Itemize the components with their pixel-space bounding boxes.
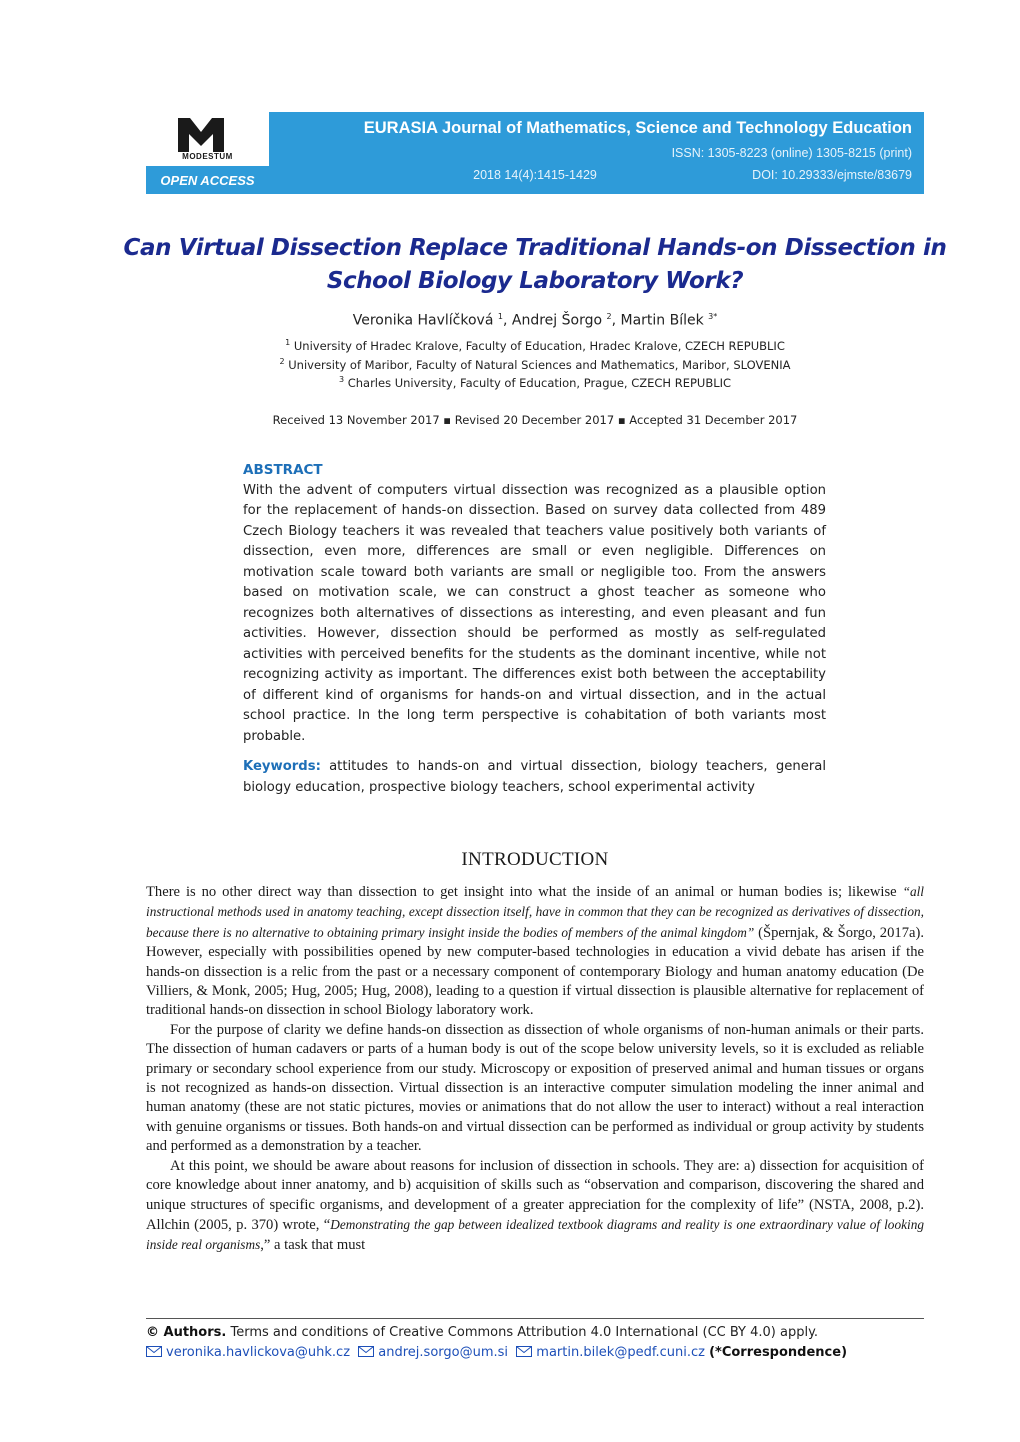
article-dates: Received 13 November 2017 ▪ Revised 20 December 2017 ▪ Accepted 31 December 2017 (272, 413, 798, 427)
affiliation-mark: 2 (279, 357, 285, 366)
quotation: Demonstrating the gap between idealized textbook diagrams and reality is one extraordinary value of looking inside real organisms (146, 1216, 924, 1253)
affiliation-text: University of Maribor, Faculty of Natural Sciences and Mathematics, Maribor, SLOVENIA (288, 357, 791, 372)
open-access-label: OPEN ACCESS (160, 173, 255, 188)
paragraph (146, 1157, 924, 1256)
affiliation (146, 357, 924, 372)
author-mark: 1 (497, 312, 503, 321)
introduction-body (146, 882, 924, 1256)
author-mark: 3* (708, 312, 718, 321)
journal-volume: 2018 14(4):1415-1429 (473, 168, 597, 182)
envelope-icon (358, 1346, 374, 1357)
abstract-text: With the advent of computers virtual dissection was recognized as a plausible option for the replacement of hands-on dissection. Based on survey data collected from 489 Czech Biology teachers it was revealed that teachers value positively both variants of dissection, even more, differences are small or even negligible. Differences on motivation scale toward both variants are small or negligible too. From the answers based on motivation scale, we can construct a ghost teacher as someone who recognizes both alternatives of dissections as interesting, and even pleasant and fun activities. However, dissection should be performed as mostly as self-regulated activities with perceived benefits for the students as the dominant incentive, while not recognizing activity as important. The differences exist both between the acceptability of different kind of organisms for hands-on and virtual dissection, and in the actual school practice. In the long term perspective is cohabitation of both variants most probable. (243, 482, 826, 744)
author-name: Martin Bílek (620, 312, 704, 329)
affiliation-text: Charles University, Faculty of Education, Prague, CZECH REPUBLIC (347, 375, 732, 390)
affiliation (146, 375, 924, 390)
correspondence-note: (*Correspondence) (709, 1345, 848, 1360)
email-link[interactable]: martin.bilek@pedf.cuni.cz (536, 1345, 705, 1360)
paragraph-text: There is no other direct way than dissection to get insight into what the inside of an animal or human bodies is; likewise (146, 884, 903, 900)
journal-issn: ISSN: 1305-8223 (online) 1305-8215 (print) (671, 146, 912, 160)
publisher-logo-text: MODESTUM (182, 152, 233, 161)
copyright-text: Terms and conditions of Creative Commons Attribution 4.0 International (CC BY 4.0) apply. (226, 1325, 819, 1340)
copyright-line (146, 1323, 924, 1343)
article-title: Can Virtual Dissection Replace Traditional Hands-on Dissection in School Biology Laboratory Work? (123, 235, 947, 294)
keywords-text: attitudes to hands-on and virtual dissection, biology teachers, general biology education, prospective biology teachers, school experimental activity (243, 759, 826, 795)
email-link[interactable]: veronika.havlickova@uhk.cz (166, 1345, 351, 1360)
paragraph-text: (Špernjak, & Šorgo, 2017a). However, especially with possibilities opened by new computer-based technologies in education a vivid debate has arisen if the hands-on dissection is a relic from the past or a necessary component of contemporary Biology and human anatomy education (De Villiers, & Monk, 2005; Hug, 2005; Hug, 2008), leading to a question if virtual dissection is plausible alternative for replacement of traditional hands-on dissection in school Biology laboratory work. (146, 924, 924, 1019)
abstract-heading: ABSTRACT (243, 462, 323, 478)
affiliation (146, 338, 924, 353)
paragraph (146, 882, 924, 1021)
modestum-logo-icon (168, 114, 234, 156)
envelope-icon (146, 1346, 162, 1357)
envelope-icon (516, 1346, 532, 1357)
author-mark: 2 (606, 312, 612, 321)
article-doi[interactable]: DOI: 10.29333/ejmste/83679 (752, 168, 912, 182)
affiliation-mark: 3 (338, 375, 345, 384)
author-list: Veronika Havlíčková $^1$, Andrej Šorgo $^2$, Martin Bílek $^{3*}$ (352, 312, 718, 329)
abstract-section (243, 460, 826, 798)
footer-divider (146, 1318, 924, 1319)
quotation: “all instructional methods used in anatomy teaching, except dissection itself, have in common that they can be recognized as derivatives of dissection, because there is no alternative to obtaining primary insight inside the bodies of members of the animal kingdom” (146, 884, 924, 940)
copyright-label: © Authors. (146, 1325, 227, 1340)
section-heading-introduction: INTRODUCTION (461, 849, 609, 870)
journal-title: EURASIA Journal of Mathematics, Science and Technology Education (363, 119, 912, 137)
author-name: Andrej Šorgo (511, 312, 603, 329)
paragraph: For the purpose of clarity we define hands-on dissection as dissection of whole organisms of non-human animals or their parts. The dissection of human cadavers or parts of a human body is out of the scope below university levels, so it is excluded as reliable primary or secondary school experience from our study. Microscopy or exposition of preserved animal and human tissues or organs is not recognized as hands-on dissection. Virtual dissection is an interactive computer simulation modeling the inner animal and human anatomy (these are not static pictures, movies or animations that do not allow the user to interact) without a real interaction with genuine organisms or tissues. Both hands-on and virtual dissection can be performed as individual or group activity by students and performed as a demonstration by a teacher. (146, 1021, 924, 1155)
paragraph-text: At this point, we should be aware about reasons for inclusion of dissection in schools. They are: a) dissection for acquisition of core knowledge about inner anatomy, and b) acquisition of skills such as “observation and comparison, discovering the shared and unique structures of specific organisms, and development of a greater appreciation for the complexity of life” (NSTA, 2008, p.2). Allchin (2005, p. 370) wrote, “ (146, 1157, 924, 1233)
affiliation-mark: 1 (285, 338, 291, 347)
keywords-label: Keywords: (243, 759, 321, 774)
email-link[interactable]: andrej.sorgo@um.si (378, 1345, 509, 1360)
email-line (146, 1343, 924, 1363)
keywords-block (243, 757, 826, 798)
paragraph-text: ,” a task that must (260, 1237, 366, 1254)
page-footer (146, 1323, 924, 1363)
author-name: Veronika Havlíčková (352, 312, 494, 329)
affiliation-text: University of Hradec Kralove, Faculty of Education, Hradec Kralove, CZECH REPUBLIC (293, 338, 785, 353)
